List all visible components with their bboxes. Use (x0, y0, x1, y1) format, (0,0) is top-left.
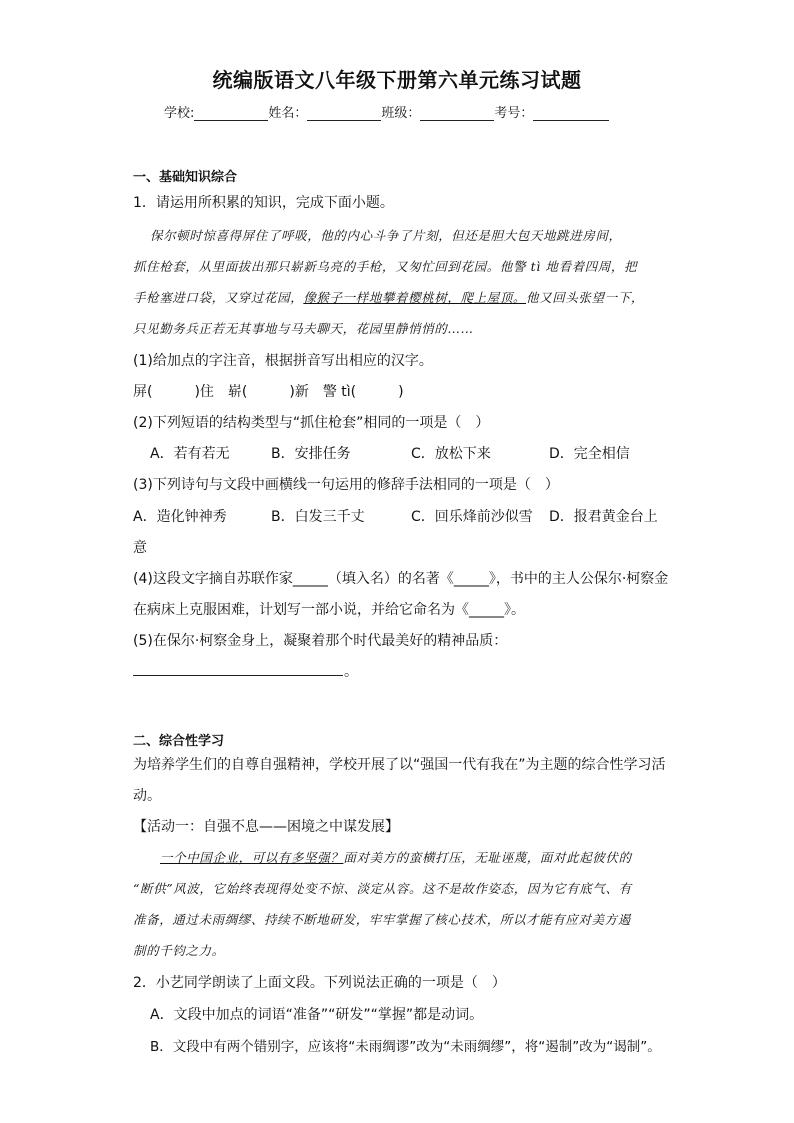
section-heading-1: 一、基础知识综合 (133, 170, 238, 185)
option-b[interactable]: B．安排任务 (271, 446, 351, 462)
underlined-sentence: 一个中国企业，可以有多坚强？ (160, 850, 344, 865)
option-d[interactable]: D．完全相信 (549, 446, 630, 462)
option-b[interactable]: B．文段中有两个错别字，应该将“未雨绸谬”改为“未雨绸缪”，将“遏制”改为“谒制”。 (150, 1039, 661, 1055)
exam-no-label: 考号： (494, 106, 534, 121)
class-blank[interactable] (420, 106, 494, 121)
passage-line (133, 288, 644, 306)
school-blank[interactable] (194, 106, 268, 121)
sub-question-5: (5)在保尔·柯察金身上，凝聚着那个时代最美好的精神品质： (133, 633, 508, 649)
sub-question-4-cont: 在病床上克服困难，计划写一部小说，并给它命名为《_____》。 (133, 602, 525, 618)
option-c[interactable]: C．放松下来 (411, 446, 491, 462)
passage-text: 面对美方的蛮横打压，无耻诬蔑，面对此起彼伏的 (343, 850, 632, 865)
answer-line[interactable] (133, 661, 343, 676)
name-blank[interactable] (307, 106, 381, 121)
question-2-stem: 2．小艺同学朗读了上面文段。下列说法正确的一项是（ ） (133, 975, 506, 991)
option-a[interactable]: A．造化钟神秀 (133, 509, 227, 525)
passage-line (160, 848, 632, 866)
option-a[interactable]: A．文段中加点的词语“准备”“研发”“掌握”都是动词。 (150, 1007, 484, 1023)
pinyin-line: 屏( )住 崭( )新 警 tì( ) (133, 384, 404, 400)
passage-text: 他又回头张望一下， (526, 290, 644, 305)
option-a[interactable]: A．若有若无 (150, 446, 230, 462)
exam-no-blank[interactable] (533, 106, 609, 121)
underlined-sentence: 像猴子一样地攀着樱桃树，爬上屋顶。 (303, 290, 527, 305)
student-info-line (164, 102, 609, 121)
section-intro: 为培养学生们的自尊自强精神，学校开展了以“强国一代有我在”为主题的综合性学习活 (133, 757, 666, 773)
section-heading-2: 二、综合性学习 (133, 734, 225, 749)
sub-question-1: (1)给加点的字注音，根据拼音写出相应的汉字。 (133, 353, 433, 369)
option-d[interactable]: D．报君黄金台上 (549, 509, 658, 525)
passage-text: 手枪塞进口袋，又穿过花园， (133, 290, 304, 305)
name-label: 姓名： (268, 106, 308, 121)
school-label: 学校: (164, 106, 195, 121)
passage-line: 制的千钧之力。 (133, 943, 225, 958)
page-title: 统编版语文八年级下册第六单元练习试题 (212, 68, 582, 92)
passage-line: 保尔顿时惊喜得屏住了呼吸，他的内心斗争了片刻，但还是胆大包天地跳进房间， (150, 228, 622, 243)
sub-question-4: (4)这段文字摘自苏联作家_____（填入名）的名著《_____》，书中的主人公保尔·柯察金 (133, 571, 669, 587)
activity-heading: 【活动一：自强不息——困境之中谋发展】 (133, 819, 399, 835)
sentence-end: 。 (344, 664, 358, 680)
passage-line: 只见勤务兵正若无其事地与马夫聊天，花园里静悄悄的…… (133, 321, 474, 336)
option-c[interactable]: C．回乐烽前沙似雪 (411, 509, 533, 525)
passage-line: 抓住枪套，从里面拔出那只崭新乌亮的手枪，又匆忙回到花园。他警 tì 地看着四周，把 (133, 259, 638, 274)
sub-question-2: (2)下列短语的结构类型与“抓住枪套”相同的一项是（ ） (133, 415, 490, 431)
passage-line: 准备，通过未雨绸缪、持续不断地研发，牢牢掌握了核心技术，所以才能有应对美方遏 (133, 912, 631, 927)
sub-question-3: (3)下列诗句与文段中画横线一句运用的修辞手法相同的一项是（ ） (133, 477, 559, 493)
class-label: 班级： (381, 106, 421, 121)
section-intro-cont: 动。 (133, 788, 161, 804)
passage-line: “断供”风波，它始终表现得处变不惊、淡定从容。这不是故作姿态，因为它有底气、有 (133, 881, 632, 896)
question-1-stem: 1．请运用所积累的知识，完成下面小题。 (133, 195, 394, 211)
option-b[interactable]: B．白发三千丈 (271, 509, 365, 525)
option-d-wrap: 意 (133, 540, 147, 556)
